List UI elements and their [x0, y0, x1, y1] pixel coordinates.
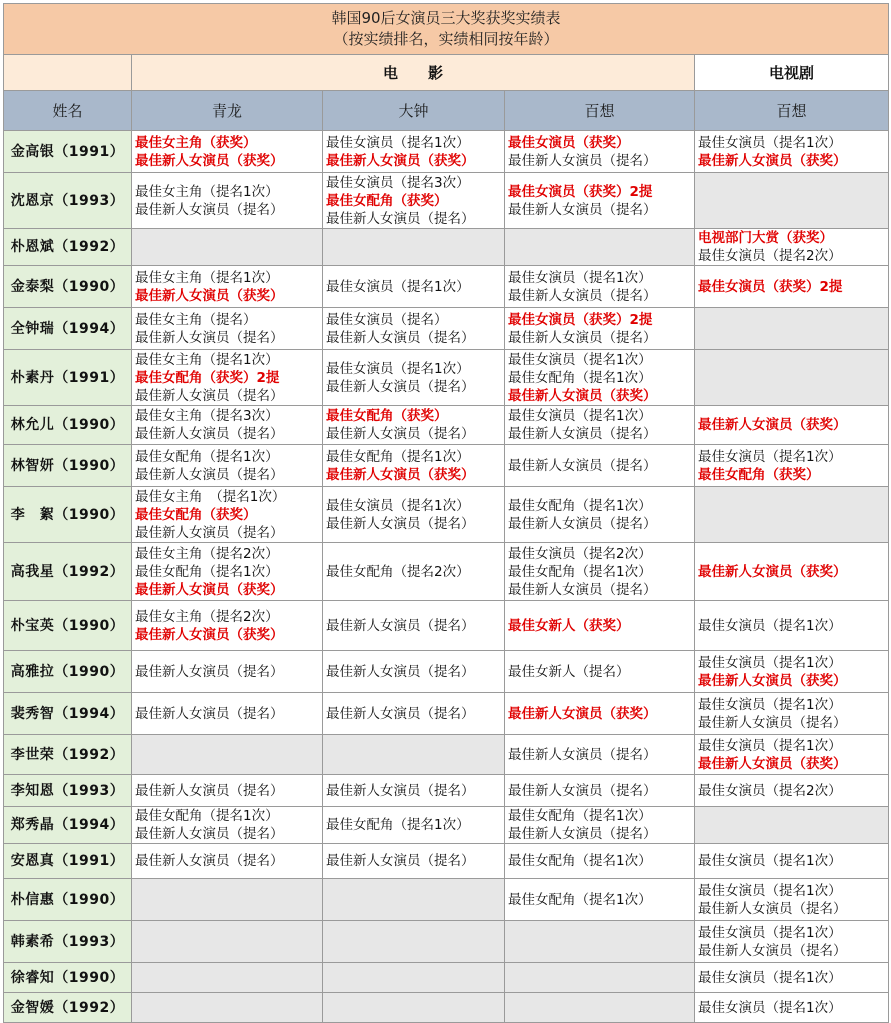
table-row [4, 308, 889, 350]
award-nomination: 最佳新人女演员（提名） [508, 782, 657, 799]
award-cell-baeksang-tv [695, 993, 889, 1023]
award-nomination: 最佳女主角（提名） [135, 311, 257, 328]
award-nomination: 最佳女演员（提名1次） [698, 448, 842, 465]
award-nomination: 最佳新人女演员（提名） [508, 287, 657, 304]
award-nomination: 最佳女主角（提名1次） [135, 183, 279, 200]
award-nomination: 最佳新人女演员（提名） [135, 329, 284, 346]
award-nomination: 最佳新人女演员（提名） [508, 746, 657, 763]
award-nomination: 最佳新人女演员（提名） [326, 515, 475, 532]
award-won: 最佳新人女演员（获奖） [698, 417, 847, 433]
actress-name: 李知恩（1993） [4, 775, 132, 807]
award-cell-baeksang-film [505, 963, 695, 993]
group-header-tv: 电视剧 [695, 55, 889, 91]
award-cell-baeksang-tv [695, 308, 889, 350]
award-won: 最佳女配角（获奖） [698, 466, 820, 483]
award-cell-baeksang-tv [695, 131, 889, 173]
award-won: 最佳女新人（获奖） [508, 617, 630, 634]
title-line-2: （按实绩排名，实绩相同按年龄） [333, 30, 559, 48]
actress-name: 金智媛（1992） [4, 993, 132, 1023]
award-won: 最佳新人女演员（获奖） [698, 672, 847, 689]
award-cell-blue-dragon [132, 445, 323, 487]
table-title [4, 4, 889, 55]
award-nomination: 最佳新人女演员（提名） [508, 581, 657, 598]
award-nomination: 最佳女演员（提名3次） [326, 174, 470, 191]
award-nomination: 最佳新人女演员（提名） [508, 515, 657, 532]
award-cell-blue-dragon [132, 879, 323, 921]
award-cell-baeksang-film [505, 844, 695, 879]
award-cell-blue-dragon [132, 807, 323, 844]
award-cell-blue-dragon [132, 131, 323, 173]
award-cell-blue-dragon [132, 993, 323, 1023]
award-cell-grand-bell [323, 601, 505, 651]
award-nomination: 最佳新人女演员（提名） [698, 900, 847, 917]
award-nomination: 最佳女主角（提名2次） [135, 608, 279, 625]
award-nomination: 最佳新人女演员（提名） [326, 782, 475, 799]
award-cell-baeksang-tv [695, 487, 889, 543]
award-nomination: 最佳女演员（提名） [326, 311, 448, 328]
award-nomination: 最佳女主角（提名3次） [135, 408, 279, 424]
award-cell-baeksang-tv [695, 735, 889, 775]
award-cell-blue-dragon [132, 229, 323, 266]
award-nomination: 最佳新人女演员（提名） [135, 853, 284, 869]
actress-name: 林智妍（1990） [4, 445, 132, 487]
award-won: 最佳新人女演员（获奖） [508, 387, 657, 404]
award-cell-baeksang-tv [695, 601, 889, 651]
award-cell-baeksang-tv [695, 807, 889, 844]
award-nomination: 最佳女配角（提名1次） [135, 563, 279, 580]
award-nomination: 最佳新人女演员（提名） [326, 617, 475, 634]
actress-name: 韩素希（1993） [4, 921, 132, 963]
actress-name: 朴恩斌（1992） [4, 229, 132, 266]
award-nomination: 最佳女演员（提名1次） [508, 408, 652, 424]
award-cell-grand-bell [323, 543, 505, 601]
award-cell-baeksang-tv [695, 651, 889, 693]
award-nomination: 最佳女配角（提名1次） [508, 369, 652, 386]
award-nomination: 最佳女主角 （提名1次） [135, 488, 286, 505]
award-cell-baeksang-tv [695, 963, 889, 993]
award-cell-baeksang-film [505, 229, 695, 266]
award-nomination: 最佳新人女演员（提名） [135, 524, 284, 541]
award-cell-baeksang-tv [695, 173, 889, 229]
actress-name: 李 絮（1990） [4, 487, 132, 543]
award-won: 最佳新人女演员（获奖） [698, 563, 847, 580]
award-won: 最佳新人女演员（获奖） [698, 152, 847, 169]
award-nomination: 最佳女配角（提名1次） [508, 563, 652, 580]
award-nomination: 最佳女配角（提名1次） [508, 808, 652, 824]
actress-name: 裴秀智（1994） [4, 693, 132, 735]
award-cell-blue-dragon [132, 308, 323, 350]
table-row [4, 879, 889, 921]
award-cell-grand-bell [323, 693, 505, 735]
table-row [4, 173, 889, 229]
table-row [4, 921, 889, 963]
award-cell-baeksang-film [505, 406, 695, 445]
award-nomination: 最佳女演员（提名1次） [326, 360, 470, 377]
award-nomination: 最佳新人女演员（提名） [508, 201, 657, 218]
award-cell-grand-bell [323, 266, 505, 308]
award-won: 最佳新人女演员（获奖） [135, 287, 284, 304]
table-row [4, 963, 889, 993]
actress-name: 高我星（1992） [4, 543, 132, 601]
table-row [4, 693, 889, 735]
award-won: 最佳新人女演员（获奖） [698, 755, 847, 772]
award-won: 最佳新人女演员（获奖） [508, 705, 657, 722]
award-nomination: 最佳新人女演员（提名） [135, 705, 284, 722]
award-won: 最佳女演员（获奖）2提 [508, 311, 653, 328]
award-cell-grand-bell [323, 879, 505, 921]
award-won: 最佳女演员（获奖）2提 [698, 278, 843, 295]
award-cell-grand-bell [323, 844, 505, 879]
award-cell-baeksang-tv [695, 266, 889, 308]
award-won: 电视部门大赏（获奖） [698, 230, 833, 246]
actress-name: 安恩真（1991） [4, 844, 132, 879]
actress-name: 李世荣（1992） [4, 735, 132, 775]
actress-name: 金泰梨（1990） [4, 266, 132, 308]
award-cell-baeksang-film [505, 879, 695, 921]
award-nomination: 最佳女配角（提名1次） [326, 448, 470, 465]
column-header-baeksang-tv: 百想 [695, 91, 889, 131]
award-cell-grand-bell [323, 487, 505, 543]
title-line-1: 韩国90后女演员三大奖获奖实绩表 [331, 9, 561, 27]
award-cell-grand-bell [323, 131, 505, 173]
award-nomination: 最佳新人女演员（提名） [508, 826, 657, 842]
award-nomination: 最佳女配角（提名2次） [326, 563, 470, 580]
award-cell-grand-bell [323, 993, 505, 1023]
award-won: 最佳女配角（获奖） [326, 192, 448, 209]
award-nomination: 最佳女演员（提名1次） [698, 617, 842, 634]
table-row [4, 993, 889, 1023]
award-nomination: 最佳新人女演员（提名） [326, 705, 475, 722]
actress-name: 朴素丹（1991） [4, 350, 132, 406]
award-cell-baeksang-tv [695, 693, 889, 735]
award-cell-baeksang-film [505, 487, 695, 543]
award-cell-baeksang-film [505, 993, 695, 1023]
table-row [4, 651, 889, 693]
award-cell-grand-bell [323, 350, 505, 406]
award-nomination: 最佳女演员（提名1次） [698, 882, 842, 899]
award-nomination: 最佳新人女演员（提名） [135, 387, 284, 404]
award-cell-blue-dragon [132, 406, 323, 445]
award-cell-baeksang-film [505, 807, 695, 844]
award-cell-baeksang-tv [695, 775, 889, 807]
table-row [4, 807, 889, 844]
award-nomination: 最佳女配角（提名1次） [135, 448, 279, 465]
award-cell-blue-dragon [132, 350, 323, 406]
award-nomination: 最佳新人女演员（提名） [698, 942, 847, 959]
column-header-name: 姓名 [4, 91, 132, 131]
award-nomination: 最佳女新人（提名） [508, 663, 630, 680]
award-won: 最佳女演员（获奖）2提 [508, 183, 653, 200]
award-nomination: 最佳新人女演员（提名） [326, 426, 475, 442]
award-nomination: 最佳女演员（提名1次） [326, 278, 470, 295]
award-nomination: 最佳新人女演员（提名） [135, 466, 284, 483]
award-cell-blue-dragon [132, 844, 323, 879]
actress-name: 全钟瑞（1994） [4, 308, 132, 350]
award-nomination: 最佳女配角（提名1次） [508, 497, 652, 514]
table-row [4, 350, 889, 406]
award-cell-baeksang-film [505, 131, 695, 173]
award-cell-baeksang-film [505, 543, 695, 601]
award-nomination: 最佳女配角（提名1次） [135, 808, 279, 824]
award-cell-baeksang-tv [695, 879, 889, 921]
award-nomination: 最佳新人女演员（提名） [508, 457, 657, 474]
award-won: 最佳新人女演员（获奖） [326, 152, 475, 169]
award-nomination: 最佳新人女演员（提名） [135, 663, 284, 680]
award-won: 最佳女配角（获奖）2提 [135, 369, 280, 386]
award-nomination: 最佳女演员（提名1次） [698, 969, 842, 986]
award-cell-blue-dragon [132, 693, 323, 735]
table-row [4, 735, 889, 775]
award-cell-baeksang-film [505, 308, 695, 350]
award-cell-blue-dragon [132, 921, 323, 963]
award-won: 最佳女演员（获奖） [508, 134, 630, 151]
award-nomination: 最佳女演员（提名1次） [326, 134, 470, 151]
award-cell-baeksang-tv [695, 543, 889, 601]
award-nomination: 最佳女演员（提名1次） [698, 696, 842, 713]
award-nomination: 最佳新人女演员（提名） [326, 853, 475, 869]
award-cell-baeksang-film [505, 601, 695, 651]
award-cell-grand-bell [323, 406, 505, 445]
award-cell-baeksang-tv [695, 921, 889, 963]
award-cell-baeksang-film [505, 775, 695, 807]
table-row [4, 487, 889, 543]
award-won: 最佳女主角（获奖） [135, 134, 257, 151]
award-cell-baeksang-film [505, 266, 695, 308]
award-nomination: 最佳新人女演员（提名） [135, 826, 284, 842]
award-cell-grand-bell [323, 735, 505, 775]
award-cell-grand-bell [323, 308, 505, 350]
award-nomination: 最佳新人女演员（提名） [508, 329, 657, 346]
award-cell-baeksang-tv [695, 445, 889, 487]
award-cell-blue-dragon [132, 963, 323, 993]
award-nomination: 最佳女演员（提名1次） [698, 999, 842, 1016]
table-row [4, 445, 889, 487]
award-nomination: 最佳女演员（提名2次） [698, 248, 842, 264]
award-nomination: 最佳女主角（提名1次） [135, 351, 279, 368]
table-row [4, 229, 889, 266]
award-nomination: 最佳女主角（提名1次） [135, 269, 279, 286]
award-nomination: 最佳女演员（提名1次） [698, 737, 842, 754]
award-won: 最佳新人女演员（获奖） [135, 581, 284, 598]
award-cell-baeksang-film [505, 921, 695, 963]
actress-name: 朴信惠（1990） [4, 879, 132, 921]
award-nomination: 最佳女演员（提名1次） [698, 134, 842, 151]
award-cell-baeksang-tv [695, 406, 889, 445]
actress-name: 高雅拉（1990） [4, 651, 132, 693]
award-nomination: 最佳女演员（提名1次） [698, 853, 842, 869]
award-cell-grand-bell [323, 775, 505, 807]
award-nomination: 最佳新人女演员（提名） [698, 714, 847, 731]
award-cell-baeksang-film [505, 445, 695, 487]
table-row [4, 131, 889, 173]
actress-name: 朴宝英（1990） [4, 601, 132, 651]
table-row [4, 775, 889, 807]
award-won: 最佳女配角（获奖） [135, 506, 257, 523]
actress-name: 林允儿（1990） [4, 406, 132, 445]
award-nomination: 最佳新人女演员（提名） [508, 152, 657, 169]
award-cell-blue-dragon [132, 487, 323, 543]
award-cell-baeksang-film [505, 693, 695, 735]
award-nomination: 最佳新人女演员（提名） [135, 782, 284, 799]
table-row [4, 266, 889, 308]
award-cell-baeksang-film [505, 735, 695, 775]
award-cell-baeksang-tv [695, 350, 889, 406]
award-nomination: 最佳女演员（提名1次） [508, 351, 652, 368]
award-cell-blue-dragon [132, 543, 323, 601]
award-cell-baeksang-tv [695, 844, 889, 879]
award-nomination: 最佳女演员（提名1次） [508, 269, 652, 286]
award-nomination: 最佳女演员（提名2次） [698, 782, 842, 799]
award-nomination: 最佳新人女演员（提名） [326, 329, 475, 346]
actress-name: 沈恩京（1993） [4, 173, 132, 229]
award-nomination: 最佳女主角（提名2次） [135, 545, 279, 562]
award-cell-baeksang-tv [695, 229, 889, 266]
award-cell-blue-dragon [132, 601, 323, 651]
table-row [4, 601, 889, 651]
column-header-baeksang-film: 百想 [505, 91, 695, 131]
column-header-blue-dragon: 青龙 [132, 91, 323, 131]
award-won: 最佳新人女演员（获奖） [135, 152, 284, 169]
table-row [4, 406, 889, 445]
award-cell-blue-dragon [132, 775, 323, 807]
award-cell-grand-bell [323, 445, 505, 487]
award-nomination: 最佳新人女演员（提名） [135, 426, 284, 442]
award-cell-grand-bell [323, 173, 505, 229]
column-header-row [4, 91, 889, 131]
award-cell-blue-dragon [132, 651, 323, 693]
award-nomination: 最佳女演员（提名1次） [698, 654, 842, 671]
award-nomination: 最佳女配角（提名1次） [508, 853, 652, 869]
award-cell-blue-dragon [132, 173, 323, 229]
title-row [4, 4, 889, 55]
award-won: 最佳新人女演员（获奖） [326, 466, 475, 483]
award-cell-grand-bell [323, 963, 505, 993]
award-nomination: 最佳女演员（提名1次） [326, 497, 470, 514]
group-header-row [4, 55, 889, 91]
group-header-blank [4, 55, 132, 91]
award-cell-grand-bell [323, 229, 505, 266]
award-cell-baeksang-film [505, 651, 695, 693]
award-cell-grand-bell [323, 807, 505, 844]
award-cell-blue-dragon [132, 266, 323, 308]
award-cell-grand-bell [323, 651, 505, 693]
group-header-film: 电 影 [132, 55, 695, 91]
column-header-grand-bell: 大钟 [323, 91, 505, 131]
actress-name: 金高银（1991） [4, 131, 132, 173]
award-nomination: 最佳新人女演员（提名） [326, 663, 475, 680]
award-nomination: 最佳新人女演员（提名） [135, 201, 284, 218]
award-won: 最佳女配角（获奖） [326, 408, 448, 424]
award-nomination: 最佳女演员（提名1次） [698, 924, 842, 941]
award-nomination: 最佳女配角（提名1次） [508, 891, 652, 908]
award-cell-blue-dragon [132, 735, 323, 775]
award-nomination: 最佳新人女演员（提名） [508, 426, 657, 442]
award-nomination: 最佳新人女演员（提名） [326, 210, 475, 227]
actress-name: 徐睿知（1990） [4, 963, 132, 993]
award-cell-grand-bell [323, 921, 505, 963]
actress-name: 郑秀晶（1994） [4, 807, 132, 844]
table-row [4, 543, 889, 601]
awards-table [3, 3, 889, 1023]
award-won: 最佳新人女演员（获奖） [135, 626, 284, 643]
award-cell-baeksang-film [505, 350, 695, 406]
award-nomination: 最佳女配角（提名1次） [326, 817, 470, 833]
award-nomination: 最佳女演员（提名2次） [508, 545, 652, 562]
award-cell-baeksang-film [505, 173, 695, 229]
award-nomination: 最佳新人女演员（提名） [326, 378, 475, 395]
table-row [4, 844, 889, 879]
